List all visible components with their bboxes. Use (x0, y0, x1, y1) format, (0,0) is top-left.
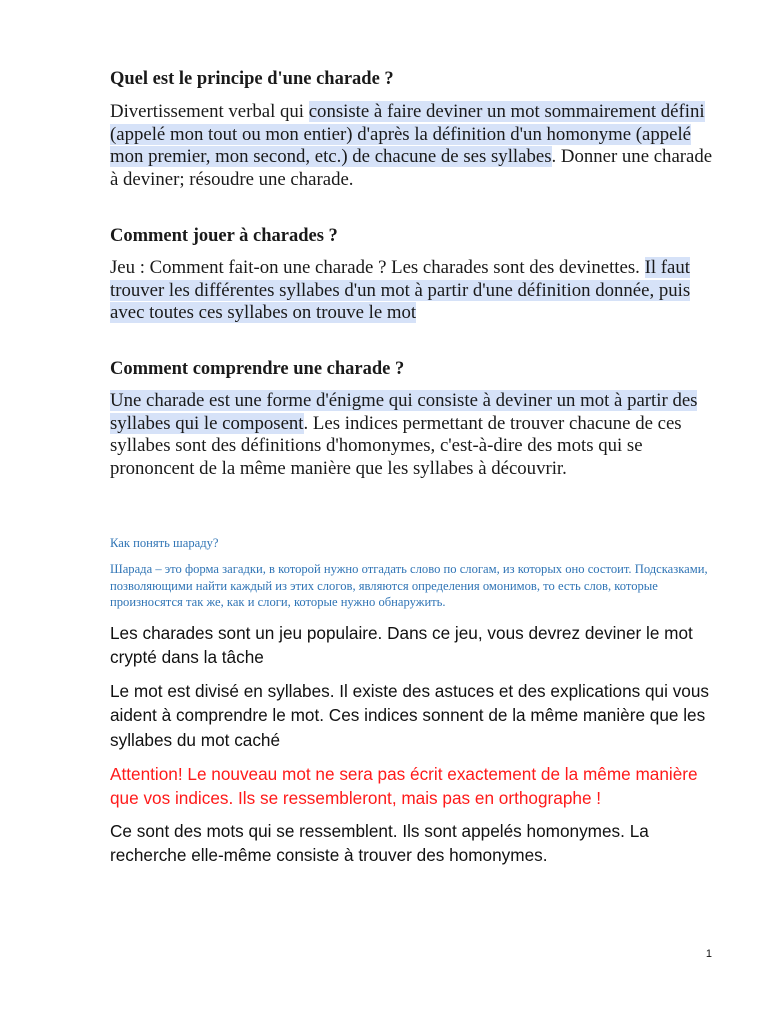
paragraph-jeu-populaire: Les charades sont un jeu populaire. Dans ce jeu, vous devrez deviner le mot crypté dans la tâche (110, 623, 693, 668)
text-highlight: Il faut trouver les différentes syllabes d'un mot à partir d'une définition donnée, puis avec toutes ces syllabes on trouve le mot (110, 257, 691, 324)
text-plain: Divertissement verbal qui (110, 101, 309, 122)
text-highlight: consiste à faire deviner un mot sommairement défini (appelé mon tout ou mon entier) d'après la définition d'un homonyme (appelé mon premier, mon second, etc.) de chacune de ses syllabes (110, 101, 705, 168)
section-text-comprendre (110, 390, 714, 480)
russian-paragraph: Шарада – это форма загадки, в которой нужно отгадать слово по слогам, из которых оно состоит. Подсказками, позволяющими найти каждый из этих слогов, являются определения омонимов, то есть слов, которые произносятся так же, как и слоги, которые нужно обнаружить. (110, 562, 708, 610)
paragraph-homonymes: Ce sont des mots qui se ressemblent. Ils sont appelés homonymes. La recherche elle-même consiste à trouver des homonymes. (110, 821, 649, 866)
text-plain: . Donner une charade à deviner; résoudre une charade. (110, 146, 713, 190)
text-highlight: Une charade est une forme d'énigme qui consiste à deviner un mot à partir des syllabes qui le composent (110, 390, 698, 434)
paragraph-attention-warning: Attention! Le nouveau mot ne sera pas écrit exactement de la même manière que vos indices. Ils se ressembleront, mais pas en orthographe ! (110, 764, 698, 809)
text-plain: Jeu : Comment fait-on une charade ? Les charades sont des devinettes. (110, 257, 645, 278)
section-heading-jouer: Comment jouer à charades ? (110, 226, 338, 246)
russian-heading: Как понять шараду? (110, 536, 219, 550)
page-number: 1 (705, 948, 712, 960)
paragraph-syllabes: Le mot est divisé en syllabes. Il existe des astuces et des explications qui vous aident à comprendre le mot. Ces indices sonnent de la même manière que les syllabes du mot caché (110, 681, 710, 750)
section-text-jouer (110, 257, 714, 325)
section-text-principe (110, 101, 714, 191)
section-heading-principe: Quel est le principe d'une charade ? (110, 69, 394, 89)
section-heading-comprendre: Comment comprendre une charade ? (110, 359, 405, 379)
text-plain: . Les indices permettant de trouver chacune de ces syllabes sont des définitions d'homonymes, c'est-à-dire des mots qui se prononcent de la même manière que les syllabes à découvrir. (110, 412, 682, 479)
